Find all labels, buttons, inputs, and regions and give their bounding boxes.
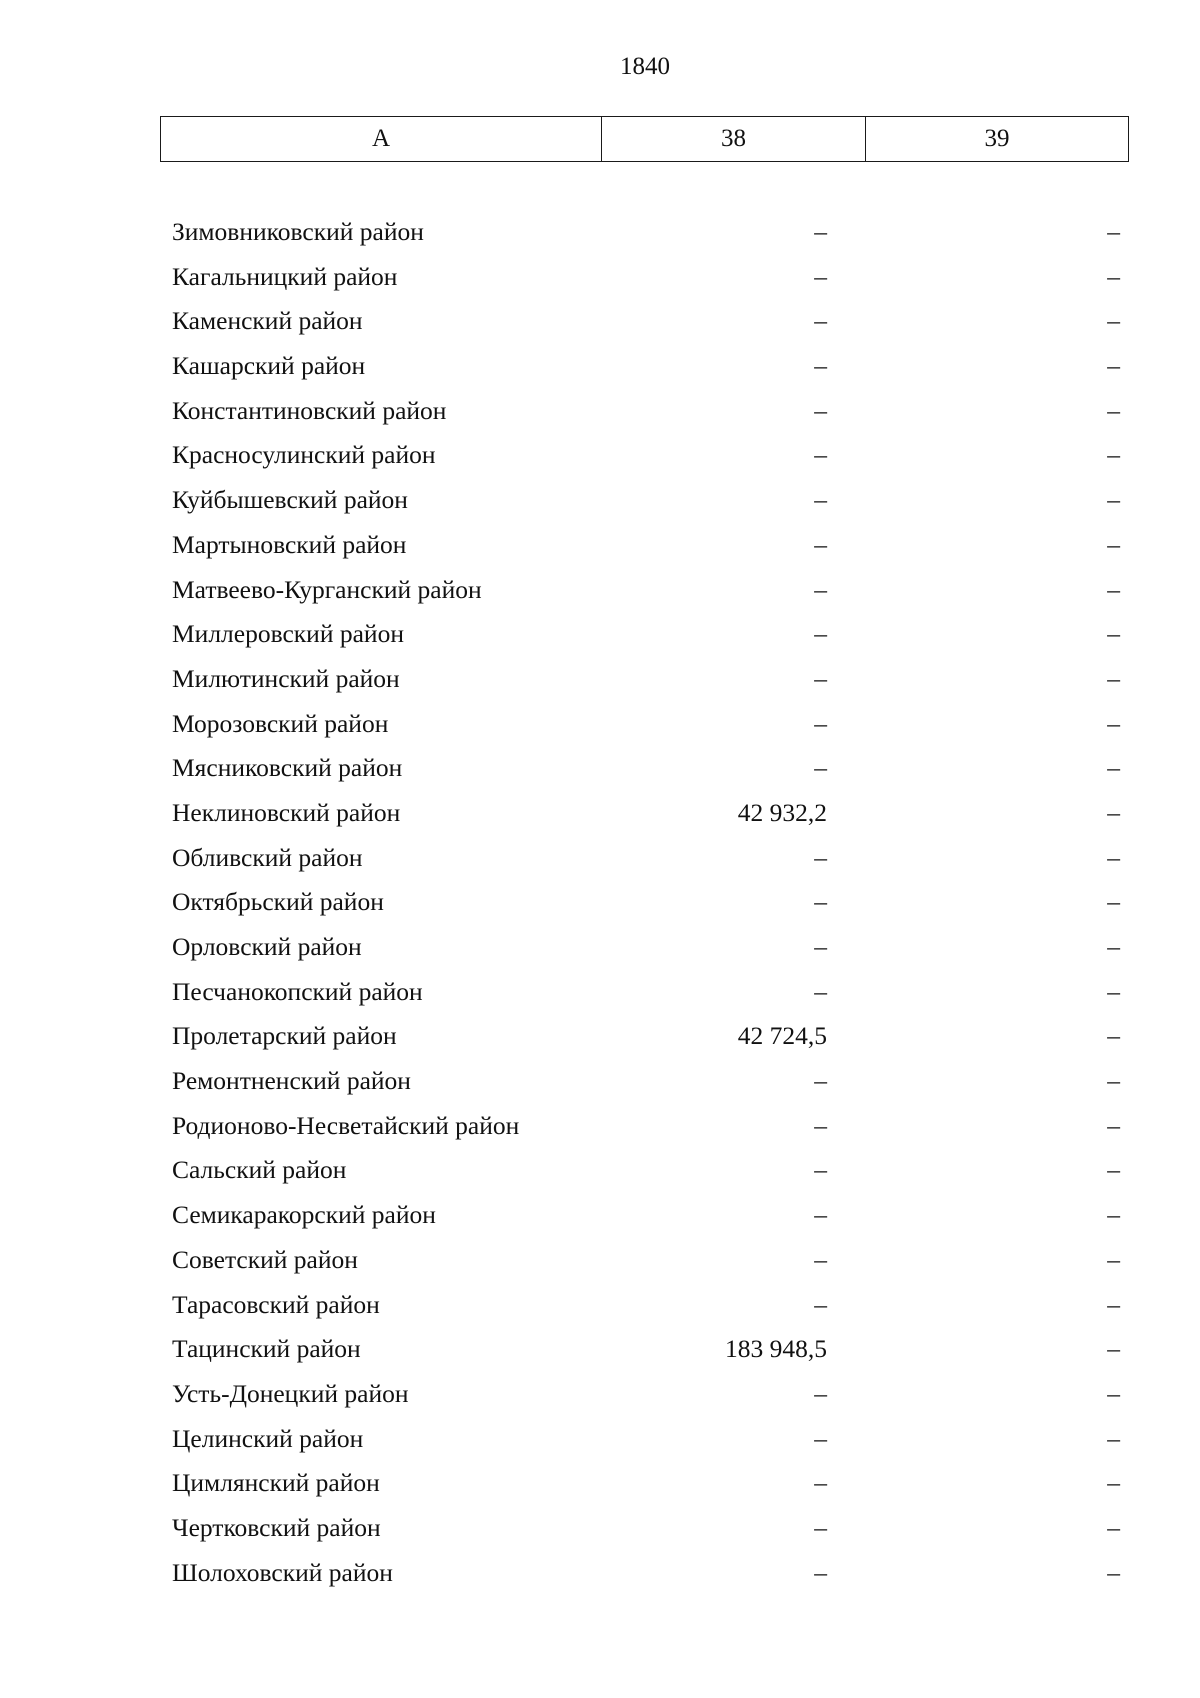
value-col-39: – [1107, 1334, 1120, 1364]
value-col-39: – [1107, 440, 1120, 470]
value-col-38: 42 932,2 [737, 797, 827, 827]
district-name: Куйбышевский район [172, 485, 408, 515]
table-row [172, 1374, 1128, 1419]
value-col-39: – [1107, 574, 1120, 604]
table-row [172, 704, 1128, 749]
value-col-39: – [1107, 842, 1120, 872]
value-col-39: – [1107, 663, 1120, 693]
value-col-38: – [814, 1557, 827, 1587]
value-col-38: – [814, 619, 827, 649]
column-header-39: 39 [866, 117, 1129, 162]
value-col-39: – [1107, 1021, 1120, 1051]
value-col-39: – [1107, 261, 1120, 291]
column-header-row [161, 117, 1129, 162]
value-col-39: – [1107, 1423, 1120, 1453]
value-col-38: – [814, 842, 827, 872]
value-col-39: – [1107, 797, 1120, 827]
district-name: Советский район [172, 1244, 358, 1274]
table-row [172, 1285, 1128, 1330]
value-col-39: – [1107, 753, 1120, 783]
district-name: Песчанокопский район [172, 976, 423, 1006]
value-col-38: – [814, 753, 827, 783]
value-col-39: – [1107, 1200, 1120, 1230]
table-row [172, 1016, 1128, 1061]
district-name: Ремонтненский район [172, 1066, 411, 1096]
value-col-38: – [814, 663, 827, 693]
value-col-38: – [814, 1155, 827, 1185]
table-row [172, 525, 1128, 570]
value-col-39: – [1107, 395, 1120, 425]
district-name: Кашарский район [172, 351, 366, 381]
table-row [172, 748, 1128, 793]
value-col-38: – [814, 1468, 827, 1498]
district-name: Мясниковский район [172, 753, 403, 783]
table-row [172, 1150, 1128, 1195]
table-row [172, 1240, 1128, 1285]
district-name: Сальский район [172, 1155, 347, 1185]
value-col-38: – [814, 306, 827, 336]
value-col-38: – [814, 887, 827, 917]
district-name: Матвеево-Курганский район [172, 574, 482, 604]
column-header-table [160, 116, 1129, 162]
value-col-38: – [814, 1512, 827, 1542]
table-row [172, 1329, 1128, 1374]
district-name: Цимлянский район [172, 1468, 380, 1498]
table-row [172, 1106, 1128, 1151]
column-header-a: А [161, 117, 602, 162]
district-name: Тацинский район [172, 1334, 361, 1364]
table-row [172, 1195, 1128, 1240]
table-row [172, 927, 1128, 972]
table-row [172, 301, 1128, 346]
value-col-38: – [814, 395, 827, 425]
table-row [172, 972, 1128, 1017]
value-col-39: – [1107, 1155, 1120, 1185]
column-header-38: 38 [602, 117, 866, 162]
table-row [172, 1419, 1128, 1464]
district-name: Родионово-Несветайский район [172, 1110, 520, 1140]
value-col-39: – [1107, 619, 1120, 649]
value-col-39: – [1107, 932, 1120, 961]
district-name: Семикаракорский район [172, 1200, 436, 1230]
value-col-39: – [1107, 306, 1120, 336]
district-name: Зимовниковский район [172, 217, 424, 246]
district-name: Усть-Донецкий район [172, 1378, 409, 1408]
value-col-38: – [814, 1066, 827, 1096]
value-col-39: – [1107, 1110, 1120, 1140]
value-col-38: – [814, 1378, 827, 1408]
value-col-39: – [1107, 217, 1120, 246]
district-name: Неклиновский район [172, 797, 401, 827]
table-row [172, 793, 1128, 838]
value-col-38: – [814, 1423, 827, 1453]
table-row [172, 1463, 1128, 1508]
value-col-38: – [814, 217, 827, 246]
value-col-38: – [814, 1244, 827, 1274]
district-name: Целинский район [172, 1423, 364, 1453]
table-row [172, 391, 1128, 436]
value-col-39: – [1107, 351, 1120, 381]
value-col-38: – [814, 440, 827, 470]
value-col-38: – [814, 708, 827, 738]
district-list [172, 212, 1128, 1597]
value-col-39: – [1107, 1468, 1120, 1498]
value-col-38: – [814, 574, 827, 604]
value-col-39: – [1107, 1289, 1120, 1319]
page-number: 1840 [620, 53, 670, 80]
value-col-39: – [1107, 1512, 1120, 1542]
table-row [172, 570, 1128, 615]
table-row [172, 346, 1128, 391]
value-col-39: – [1107, 1378, 1120, 1408]
value-col-38: – [814, 1110, 827, 1140]
district-name: Каменский район [172, 306, 363, 336]
district-name: Константиновский район [172, 395, 447, 425]
value-col-39: – [1107, 887, 1120, 917]
table-row [172, 480, 1128, 525]
table-row [172, 257, 1128, 302]
table-row [172, 1553, 1128, 1598]
district-name: Октябрьский район [172, 887, 384, 917]
district-name: Шолоховский район [172, 1557, 393, 1587]
value-col-38: – [814, 976, 827, 1006]
table-row [172, 882, 1128, 927]
district-name: Кагальницкий район [172, 261, 398, 291]
table-row [172, 614, 1128, 659]
table-row [172, 435, 1128, 480]
value-col-38: – [814, 1289, 827, 1319]
district-name: Красносулинский район [172, 440, 436, 470]
district-name: Милютинский район [172, 663, 400, 693]
table-row [172, 212, 1128, 257]
value-col-39: – [1107, 1244, 1120, 1274]
value-col-39: – [1107, 1557, 1120, 1587]
district-name: Орловский район [172, 932, 362, 961]
table-row [172, 838, 1128, 883]
value-col-39: – [1107, 485, 1120, 515]
value-col-39: – [1107, 708, 1120, 738]
value-col-39: – [1107, 1066, 1120, 1096]
value-col-38: – [814, 485, 827, 515]
value-col-38: – [814, 261, 827, 291]
district-name: Тарасовский район [172, 1289, 380, 1319]
table-row [172, 1508, 1128, 1553]
district-name: Мартыновский район [172, 529, 407, 559]
value-col-38: – [814, 1200, 827, 1230]
value-col-39: – [1107, 976, 1120, 1006]
district-name: Пролетарский район [172, 1021, 397, 1051]
value-col-38: – [814, 351, 827, 381]
value-col-38: 183 948,5 [725, 1334, 827, 1364]
table-row [172, 1061, 1128, 1106]
district-name: Миллеровский район [172, 619, 404, 649]
district-name: Чертковский район [172, 1512, 381, 1542]
table-row [172, 659, 1128, 704]
district-name: Морозовский район [172, 708, 389, 738]
value-col-39: – [1107, 529, 1120, 559]
value-col-38: 42 724,5 [737, 1021, 827, 1051]
value-col-38: – [814, 932, 827, 961]
value-col-38: – [814, 529, 827, 559]
district-name: Обливский район [172, 842, 363, 872]
